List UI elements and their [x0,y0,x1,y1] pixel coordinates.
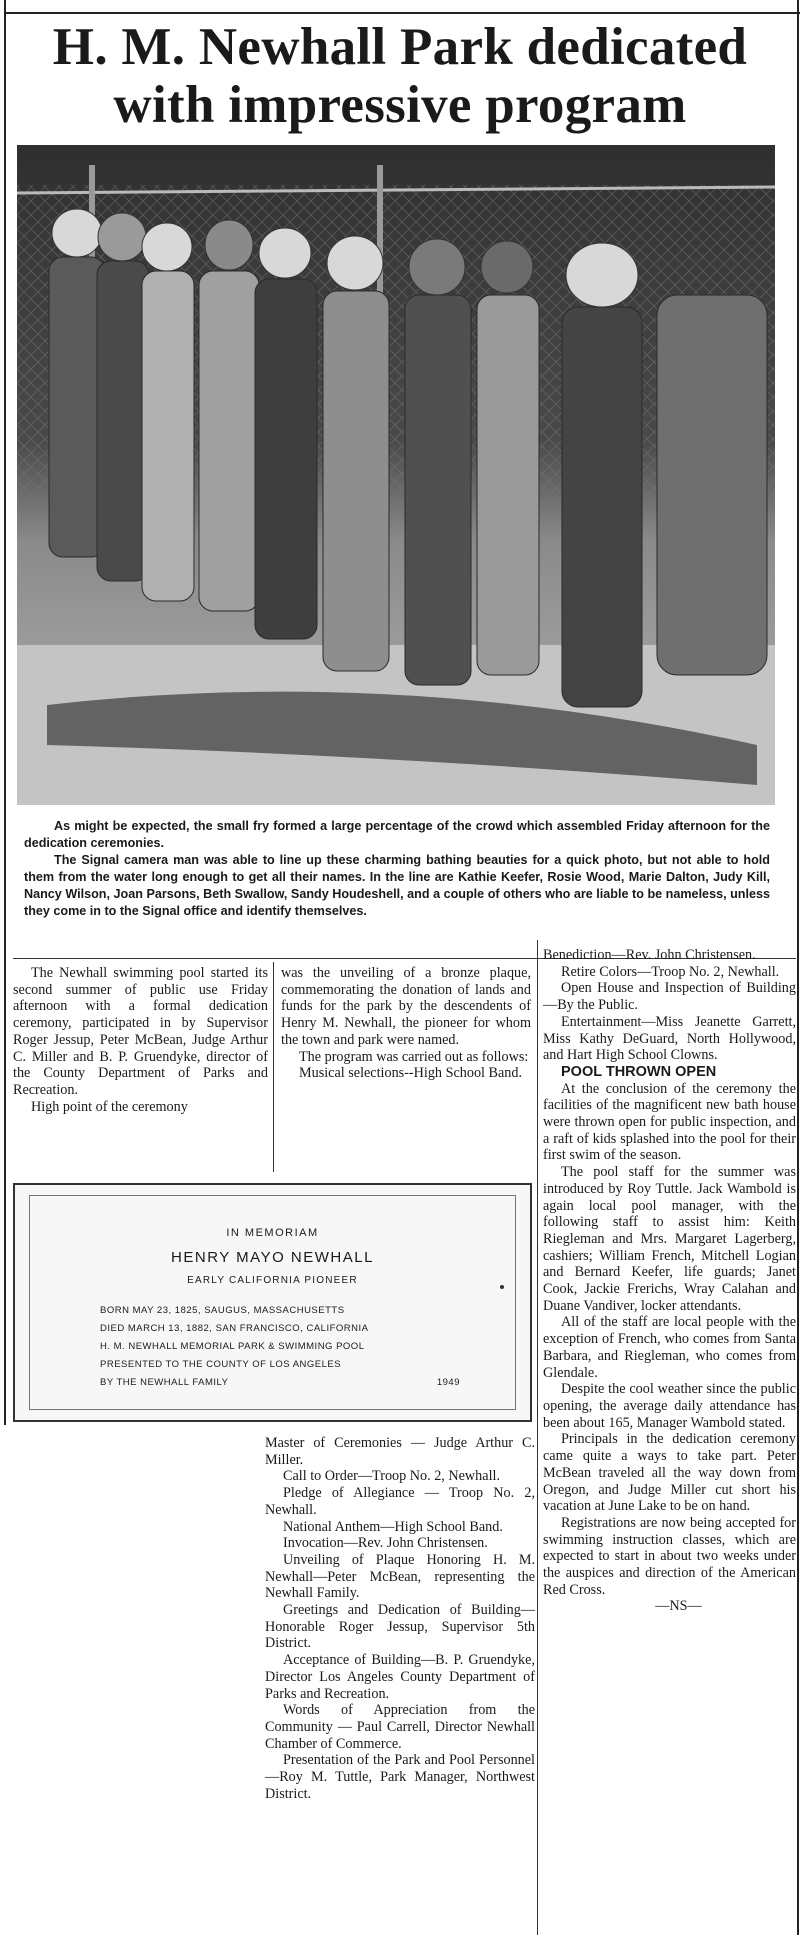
program-item: Unveiling of Plaque Honoring H. M. Newhall—Peter McBean, representing the Newhall Family. [265,1551,535,1602]
plaque-name: HENRY MAYO NEWHALL [171,1249,374,1266]
plaque-park-line: H. M. NEWHALL MEMORIAL PARK & SWIMMING POOL [100,1341,365,1352]
plaque-rivet-icon [500,1285,504,1289]
article-signoff: —NS— [655,1598,702,1615]
plaque-family-line [100,1377,460,1388]
headline [6,18,794,134]
article-paragraph: High point of the ceremony [31,1098,188,1115]
program-item: Open House and Inspection of Building—By the Public. [543,980,796,1014]
program-item: Acceptance of Building—B. P. Gruendyke, Director Los Angeles County Department of Parks and Recreation. [265,1652,535,1702]
article-paragraph: Registrations are now being accepted for swimming instruction classes, which are expected to start in about two weeks under the auspices and direction of the American Red Cross. [543,1514,796,1598]
article-paragraph: The program was carried out as follows: [299,1048,529,1065]
article-paragraph: Principals in the dedication ceremony came quite a ways to take part. Peter McBean traveled all the way down from Oregon, and Judge Miller cut short his vacation at June Lake to be on hand. [543,1431,796,1515]
program-item: Pledge of Allegiance — Troop No. 2, Newhall. [265,1485,535,1518]
program-item: Greetings and Dedication of Building—Honorable Roger Jessup, Supervisor 5th District. [265,1602,535,1652]
program-item: Musical selections--High School Band. [299,1065,523,1082]
plaque-family-text: BY THE NEWHALL FAMILY [100,1377,229,1388]
plaque-subtitle: EARLY CALIFORNIA PIONEER [187,1275,358,1286]
plaque-heading: IN MEMORIAM [226,1227,319,1239]
column-divider-2 [537,940,538,1935]
plaque-born-line: BORN MAY 23, 1825, SAUGUS, MASSACHUSETTS [100,1305,345,1316]
plaque-year: 1949 [436,1377,460,1388]
headline-line-2: with impressive program [113,76,687,134]
article-paragraph: was the unveiling of a bronze plaque, commemorating the donation of lands and funds for the park by the descendents of Henry M. Newhall, the pioneer for whom the town and park were named. [281,965,531,1048]
program-item: Call to Order—Troop No. 2, Newhall. [283,1468,500,1485]
caption-paragraph-1: As might be expected, the small fry formed a large percentage of the crowd which assembled Friday afternoon for the dedication ceremonies. [24,819,770,850]
program-item: Retire Colors—Troop No. 2, Newhall. [561,963,780,980]
article-paragraph: The pool staff for the summer was introduced by Roy Tuttle. Jack Wambold is again local pool manager, with the following staff to assist him: Keith Riegleman and Mrs. Margaret Lagerberg, cashiers; William French, Mitchell Logian and Bernard Keefer, life guards; Janet Cook, Jackie Frerichs, Wray Calahan and Duane Vandiver, locker attendants. [543,1164,796,1314]
headline-line-1: H. M. Newhall Park dedicated [52,18,748,76]
plaque-died-line: DIED MARCH 13, 1882, SAN FRANCISCO, CALIFORNIA [100,1323,369,1334]
program-item: Entertainment—Miss Jeanette Garrett, Miss Kathy DeGuard, North Hollywood, and Hart High School Clowns. [543,1013,796,1064]
caption-paragraph-2: The Signal camera man was able to line up these charming bathing beauties for a quick photo, but not able to hold them from the water long enough to get all their names. In the line are Kathie Keefer, Rosie Wood, Marie Dalton, Judy Kill, Nancy Wilson, Joan Parsons, Beth Swallow, Sandy Houdeshell, and a couple of others who are liable to be nameless, unless they come in to the Signal office and identify themselves. [24,853,770,918]
program-item: Benediction—Rev. John Christensen. [543,947,756,963]
photo-caption [24,818,770,920]
program-item: Invocation—Rev. John Christensen. [283,1535,488,1552]
bathing-beauties-photo [17,145,775,805]
top-rule [4,12,800,14]
article-column-3 [543,947,796,1615]
right-column-rule [797,0,799,1935]
article-paragraph: All of the staff are local people with the exception of French, who comes from Santa Barbara, and Riegleman, who comes from Glendale. [543,1314,796,1381]
memorial-plaque [13,1183,532,1422]
article-column-2 [281,965,531,1082]
program-list [265,1435,535,1802]
program-item: Master of Ceremonies — Judge Arthur C. Miller. [265,1435,535,1468]
program-item: Words of Appreciation from the Community — Paul Carrell, Director Newhall Chamber of Commerce. [265,1702,535,1752]
program-item: National Anthem—High School Band. [283,1518,503,1535]
column-divider-1 [273,962,274,1172]
article-paragraph: At the conclusion of the ceremony the facilities of the magnificent new bath house were thrown open for public inspection, and a raft of kids splashed into the pool for their first swim of the season. [543,1080,796,1164]
photo-illustration [17,145,775,805]
article-column-1 [13,965,268,1115]
left-column-rule [4,0,6,1425]
plaque-presented-line: PRESENTED TO THE COUNTY OF LOS ANGELES [100,1359,342,1370]
program-item: Presentation of the Park and Pool Personnel—Roy M. Tuttle, Park Manager, Northwest District. [265,1752,535,1802]
article-paragraph: The Newhall swimming pool started its second summer of public use Friday afternoon with a formal dedication ceremony, participated in by Supervisor Roger Jessup, Peter McBean, Judge Arthur C. Miller and B. P. Gruendyke, director of the County Department of Parks and Recreation. [13,965,268,1098]
article-paragraph: Despite the cool weather since the public opening, the average daily attendance has been about 165, Manager Wambold stated. [543,1381,796,1431]
section-subhead: POOL THROWN OPEN [561,1063,717,1080]
